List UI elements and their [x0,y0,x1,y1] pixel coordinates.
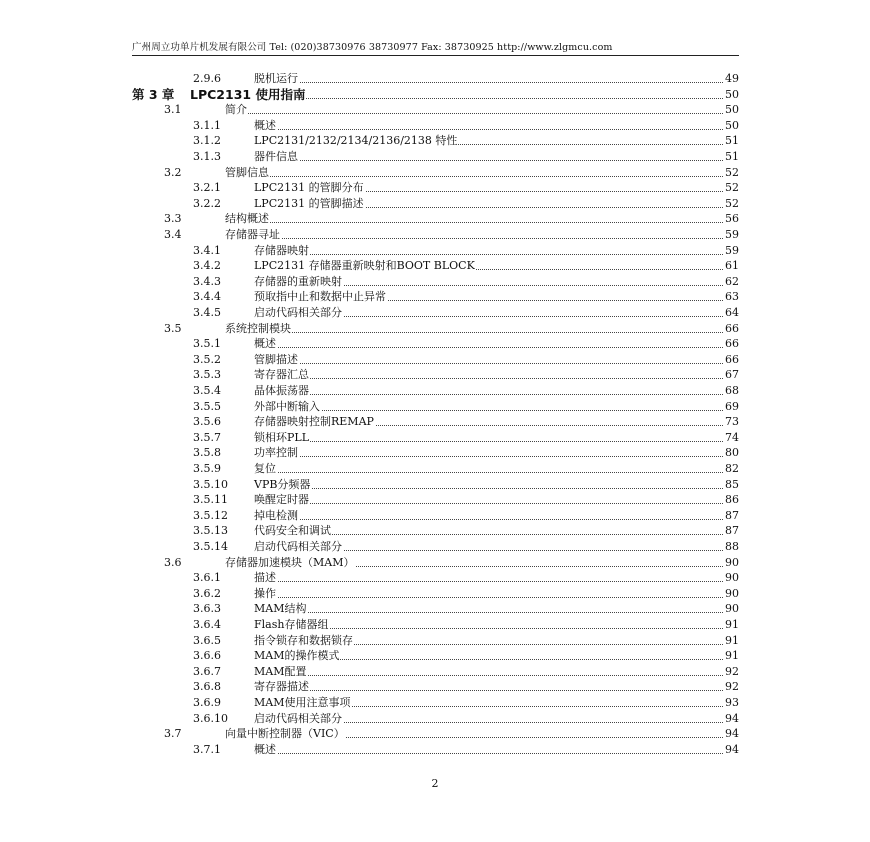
toc-entry-page: 50 [725,118,739,132]
toc-entry-number: 3.5.14 [193,540,228,553]
toc-entry-title: MAM的操作模式 [254,649,340,663]
toc-entry-number: 3.4.4 [193,290,221,304]
toc-entry-page: 94 [725,727,739,741]
toc-entry-title: 管脚描述 [254,352,298,366]
toc-entry-title: 复位 [254,462,276,475]
toc-entry-number: 3.4.3 [193,274,221,288]
toc-entry-number: 3.6.2 [193,586,221,600]
toc-entry[interactable] [0,508,870,524]
toc-entry[interactable] [0,258,870,274]
toc-entry-title: 系统控制模块 [225,321,291,335]
toc-entry-page: 63 [725,290,739,304]
toc-dot-leader [258,160,725,161]
toc-entry-page: 87 [725,524,739,538]
toc-entry[interactable] [0,414,870,430]
toc-entry[interactable] [0,617,870,633]
toc-entry-page: 66 [725,352,739,366]
toc-entry-title: 操作 [254,586,276,600]
toc-entry-title: 存储器加速模块（MAM） [225,555,355,569]
toc-entry-number: 3.2.1 [193,181,221,195]
toc-entry[interactable] [0,742,870,758]
toc-entry-page: 52 [725,181,739,195]
toc-entry-number: 3.6.4 [193,618,221,631]
toc-dot-leader [258,519,725,520]
toc-entry-title: 脱机运行 [254,72,298,85]
toc-entry-page: 67 [725,368,739,382]
toc-entry-page: 90 [725,571,739,585]
toc-dot-leader [229,113,725,114]
toc-dot-leader [258,129,725,130]
toc-entry-page: 87 [725,508,739,522]
toc-entry-page: 88 [725,540,739,553]
toc-entry[interactable] [0,305,870,321]
toc-entry-number: 3.6.6 [193,649,221,663]
toc-entry-number: 3.1.2 [193,134,221,148]
toc-entry-title: LPC2131 存储器重新映射和BOOT BLOCK [254,259,475,273]
toc-entry-number: 3.6 [164,555,182,569]
toc-entry-page: 94 [725,742,739,756]
toc-entry-title: LPC2131 使用指南 [190,86,306,102]
toc-entry-page: 74 [725,430,739,444]
toc-entry-title: MAM配置 [254,664,307,678]
toc-entry-title: 概述 [254,118,276,132]
toc-entry[interactable] [0,399,870,415]
toc-entry[interactable] [0,648,870,664]
toc-entry[interactable] [0,492,870,508]
toc-entry-number: 3.5.11 [193,493,228,507]
toc-entry-page: 66 [725,321,739,335]
toc-entry-page: 64 [725,306,739,319]
toc-entry-title: MAM结构 [254,602,307,616]
toc-entry[interactable] [0,679,870,695]
toc-entry-page: 82 [725,462,739,475]
toc-entry-title: 描述 [254,571,276,585]
toc-entry[interactable] [0,180,870,196]
toc-entry[interactable] [0,726,870,742]
toc-dot-leader [258,690,725,691]
toc-entry[interactable] [0,211,870,227]
toc-entry-title: 存储器的重新映射 [254,274,342,288]
toc-entry-page: 93 [725,696,739,709]
toc-dot-leader [258,363,725,364]
toc-entry[interactable] [0,695,870,711]
toc-dot-leader [258,503,725,504]
toc-dot-leader [258,612,725,613]
toc-entry-page: 66 [725,337,739,351]
toc-entry[interactable] [0,149,870,165]
toc-entry-title: MAM使用注意事项 [254,696,351,709]
toc-dot-leader [258,347,725,348]
toc-entry-number: 3.3 [164,212,182,226]
toc-dot-leader [258,394,725,395]
toc-entry-page: 59 [725,243,739,257]
toc-entry[interactable] [0,586,870,602]
toc-entry[interactable] [0,289,870,305]
toc-entry[interactable] [0,523,870,539]
toc-dot-leader [229,176,725,177]
toc-entry-title: 外部中断输入 [254,399,320,413]
toc-entry-page: 50 [725,103,739,117]
toc-dot-leader [258,597,725,598]
toc-entry-title: 启动代码相关部分 [254,540,342,553]
toc-entry-page: 52 [725,196,739,210]
toc-entry-page: 61 [725,259,739,273]
toc-entry[interactable] [0,227,870,243]
toc-entry-number: 3.1.3 [193,150,221,163]
toc-entry-page: 59 [725,228,739,241]
toc-entry[interactable] [0,601,870,617]
toc-entry-title: 预取指中止和数据中止异常 [254,290,386,304]
toc-entry-page: 56 [725,212,739,226]
toc-entry-number: 3.6.10 [193,711,228,725]
toc-entry-page: 62 [725,274,739,288]
toc-entry[interactable] [0,87,870,103]
toc-entry-number: 3.6.7 [193,664,221,678]
toc-entry-page: 91 [725,618,739,631]
toc-entry-title: 启动代码相关部分 [254,711,342,725]
toc-entry-title: 存储器寻址 [225,228,280,241]
toc-entry[interactable] [0,555,870,571]
toc-entry[interactable] [0,570,870,586]
toc-entry-page: 52 [725,165,739,179]
toc-entry[interactable] [0,430,870,446]
toc-dot-leader [258,410,725,411]
toc-entry-title: 唤醒定时器 [254,493,309,507]
toc-entry-page: 51 [725,134,739,148]
toc-entry-number: 3.6.9 [193,696,221,709]
toc-entry[interactable] [0,445,870,461]
toc-entry-number: 3.2 [164,165,182,179]
toc-dot-leader [258,82,725,83]
toc-dot-leader [258,441,725,442]
toc-entry-title: Flash存储器组 [254,618,329,631]
toc-entry[interactable] [0,118,870,134]
page-number: 2 [431,777,439,790]
toc-entry-number: 3.5.4 [193,384,221,397]
toc-entry-page: 91 [725,649,739,663]
toc-entry-number: 3.5.9 [193,462,221,475]
toc-entry-number: 3.1.1 [193,118,221,132]
toc-entry[interactable] [0,461,870,477]
toc-entry-title: 掉电检测 [254,508,298,522]
toc-entry-title: LPC2131/2132/2134/2136/2138 特性 [254,134,458,148]
toc-entry-title: LPC2131 的管脚分布 [254,181,364,195]
toc-entry-page: 92 [725,664,739,678]
toc-entry-page: 86 [725,493,739,507]
toc-entry-title: 代码安全和调试 [254,524,331,538]
toc-entry-title: LPC2131 的管脚描述 [254,196,364,210]
toc-entry[interactable] [0,383,870,399]
toc-entry-number: 3.2.2 [193,196,221,210]
toc-entry-title: 向量中断控制器（VIC） [225,727,345,741]
toc-dot-leader [258,254,725,255]
toc-entry[interactable] [0,165,870,181]
toc-entry-number: 3.5.2 [193,352,221,366]
toc-entry-number: 3.4.1 [193,243,221,257]
toc-entry-page: 90 [725,586,739,600]
header-rule [132,55,739,56]
toc-entry-title: 锁相环PLL [254,430,310,444]
toc-entry-page: 80 [725,446,739,460]
toc-entry-title: 器件信息 [254,150,298,163]
toc-entry-title: 结构概述 [225,212,269,226]
toc-entry[interactable] [0,102,870,118]
toc-entry-title: 启动代码相关部分 [254,306,342,319]
toc-entry-page: 90 [725,602,739,616]
toc-entry-title: 概述 [254,742,276,756]
toc-dot-leader [258,456,725,457]
toc-dot-leader [229,238,725,239]
toc-entry-number: 3.5.3 [193,368,221,382]
toc-entry-page: 73 [725,415,739,429]
toc-entry[interactable] [0,711,870,727]
toc-entry[interactable] [0,196,870,212]
toc-entry[interactable] [0,336,870,352]
toc-entry-title: 寄存器汇总 [254,368,309,382]
toc-entry-page: 69 [725,399,739,413]
toc-entry-number: 3.5 [164,321,182,335]
toc-entry-number: 3.7 [164,727,182,741]
toc-entry[interactable] [0,477,870,493]
toc-entry-number: 3.5.7 [193,430,221,444]
toc-entry[interactable] [0,352,870,368]
toc-entry-number: 3.4 [164,228,182,241]
toc-entry[interactable] [0,321,870,337]
toc-dot-leader [258,675,725,676]
toc-entry-page: 51 [725,150,739,163]
toc-entry-page: 85 [725,477,739,491]
toc-dot-leader [258,488,725,489]
toc-entry-number: 3.7.1 [193,742,221,756]
toc-entry[interactable] [0,133,870,149]
toc-entry-number: 第 3 章 [132,86,175,102]
toc-entry[interactable] [0,243,870,259]
toc-entry-number: 3.6.8 [193,680,221,694]
toc-entry-title: 晶体振荡器 [254,384,309,397]
toc-entry-page: 91 [725,633,739,647]
toc-entry-number: 3.6.3 [193,602,221,616]
toc-entry-title: 存储器映射控制REMAP [254,415,374,429]
toc-entry-number: 3.5.1 [193,337,221,351]
toc-entry[interactable] [0,539,870,555]
toc-dot-leader [258,378,725,379]
toc-entry-title: VPB分频器 [254,477,311,491]
page-header: 广州周立功单片机发展有限公司 Tel: (020)38730976 38730977 Fax: 38730925 http://www.zlgmcu.com [132,42,613,53]
toc-entry[interactable] [0,71,870,87]
toc-entry[interactable] [0,633,870,649]
toc-entry-number: 3.5.6 [193,415,221,429]
toc-entry-title: 功率控制 [254,446,298,460]
toc-entry-page: 92 [725,680,739,694]
toc-entry[interactable] [0,367,870,383]
toc-entry-title: 寄存器描述 [254,680,309,694]
toc-entry-number: 3.5.12 [193,508,228,522]
toc-entry-number: 3.6.5 [193,633,221,647]
toc-entry[interactable] [0,664,870,680]
toc-entry-number: 3.4.5 [193,306,221,319]
toc-entry-number: 3.6.1 [193,571,221,585]
toc-entry-number: 3.5.8 [193,446,221,460]
toc-entry-page: 50 [725,87,739,101]
toc-dot-leader [258,581,725,582]
toc-entry-page: 94 [725,711,739,725]
toc-entry-title: 存储器映射 [254,243,309,257]
toc-entry[interactable] [0,274,870,290]
toc-entry-title: 管脚信息 [225,165,269,179]
toc-entry-page: 68 [725,384,739,397]
toc-entry-number: 3.5.5 [193,399,221,413]
toc-entry-page: 90 [725,555,739,569]
toc-entry-title: 指令锁存和数据锁存 [254,633,353,647]
toc-dot-leader [258,753,725,754]
toc-entry-page: 49 [725,72,739,85]
toc-entry-number: 3.5.13 [193,524,228,538]
toc-dot-leader [229,332,725,333]
toc-entry-number: 3.5.10 [193,477,228,491]
toc-entry-title: 概述 [254,337,276,351]
toc-dot-leader [229,222,725,223]
toc-entry-number: 3.1 [164,103,182,117]
toc-entry-number: 3.4.2 [193,259,221,273]
toc-entry-number: 2.9.6 [193,72,221,85]
toc-entry-title: 简介 [225,103,247,117]
toc-dot-leader [258,472,725,473]
